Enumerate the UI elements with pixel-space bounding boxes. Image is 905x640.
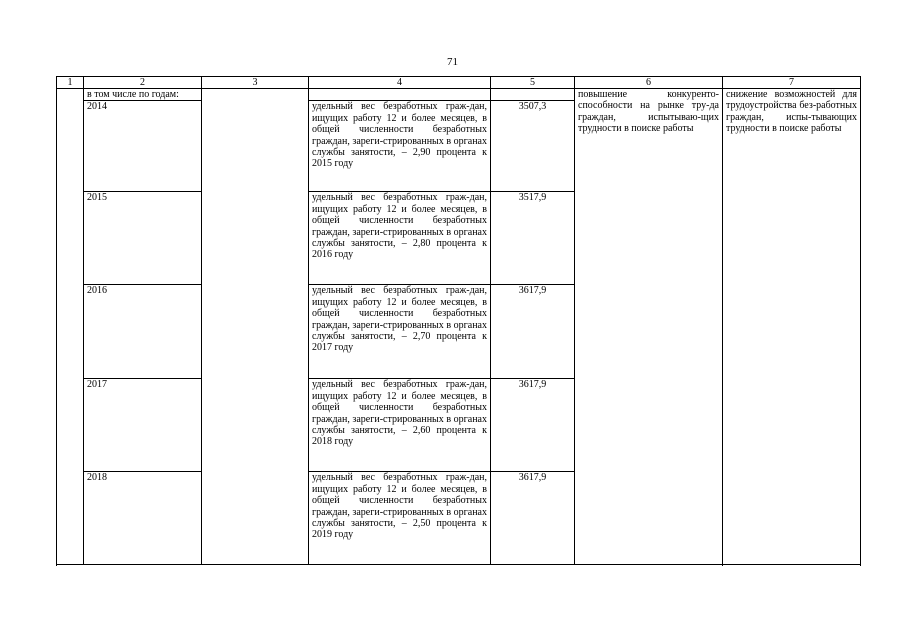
indicator-cell: удельный вес безработных граж-дан, ищущих работу 12 и более месяцев, в общей численности безработных граждан, зареги-стрированных в органах службы занятости, – 2,50 процента к 2019 году (309, 472, 491, 565)
indicator-cell: удельный вес безработных граж-дан, ищущих работу 12 и более месяцев, в общей численности безработных граждан, зареги-стрированных в органах службы занятости, – 2,80 процента к 2016 году (309, 192, 491, 285)
value-cell: 3507,3 (491, 101, 575, 192)
subheading-row (57, 89, 861, 101)
page-number: 71 (447, 56, 458, 68)
program-table (56, 76, 861, 565)
year-cell: 2014 (84, 101, 202, 192)
col-header-6: 6 (575, 77, 723, 89)
col-header-4: 4 (309, 77, 491, 89)
subheading-col5-cell (491, 89, 575, 101)
value-cell: 3517,9 (491, 192, 575, 285)
indicator-cell: удельный вес безработных граж-дан, ищущих работу 12 и более месяцев, в общей численности безработных граждан, зареги-стрированных в органах службы занятости, – 2,60 процента к 2018 году (309, 379, 491, 472)
col-header-2: 2 (84, 77, 202, 89)
col-header-3: 3 (202, 77, 309, 89)
subheading-col4-cell (309, 89, 491, 101)
value-cell: 3617,9 (491, 285, 575, 379)
indicator-cell: удельный вес безработных граж-дан, ищущих работу 12 и более месяцев, в общей численности безработных граждан, зареги-стрированных в органах службы занятости, – 2,70 процента к 2017 году (309, 285, 491, 379)
subheading-cell: в том числе по годам: (84, 89, 202, 101)
competitiveness-result-cell: повышение конкуренто-способности на рынке тру-да граждан, испытываю-щих трудности в поиске работы (575, 89, 723, 565)
year-cell: 2015 (84, 192, 202, 285)
column-number-row (57, 77, 861, 89)
col-header-7: 7 (723, 77, 861, 89)
col-header-5: 5 (491, 77, 575, 89)
col1-empty-cell (57, 89, 84, 565)
year-cell: 2018 (84, 472, 202, 565)
value-cell: 3617,9 (491, 472, 575, 565)
employment-risk-cell: снижение возможностей для трудоустройства без-работных граждан, испы-тывающих трудности в поиске работы (723, 89, 861, 565)
indicator-cell: удельный вес безработных граж-дан, ищущих работу 12 и более месяцев, в общей численности безработных граждан, зареги-стрированных в органах службы занятости, – 2,90 процента к 2015 году (309, 101, 491, 192)
col3-empty-cell (202, 89, 309, 565)
value-cell: 3617,9 (491, 379, 575, 472)
col-header-1: 1 (57, 77, 84, 89)
year-cell: 2016 (84, 285, 202, 379)
year-cell: 2017 (84, 379, 202, 472)
